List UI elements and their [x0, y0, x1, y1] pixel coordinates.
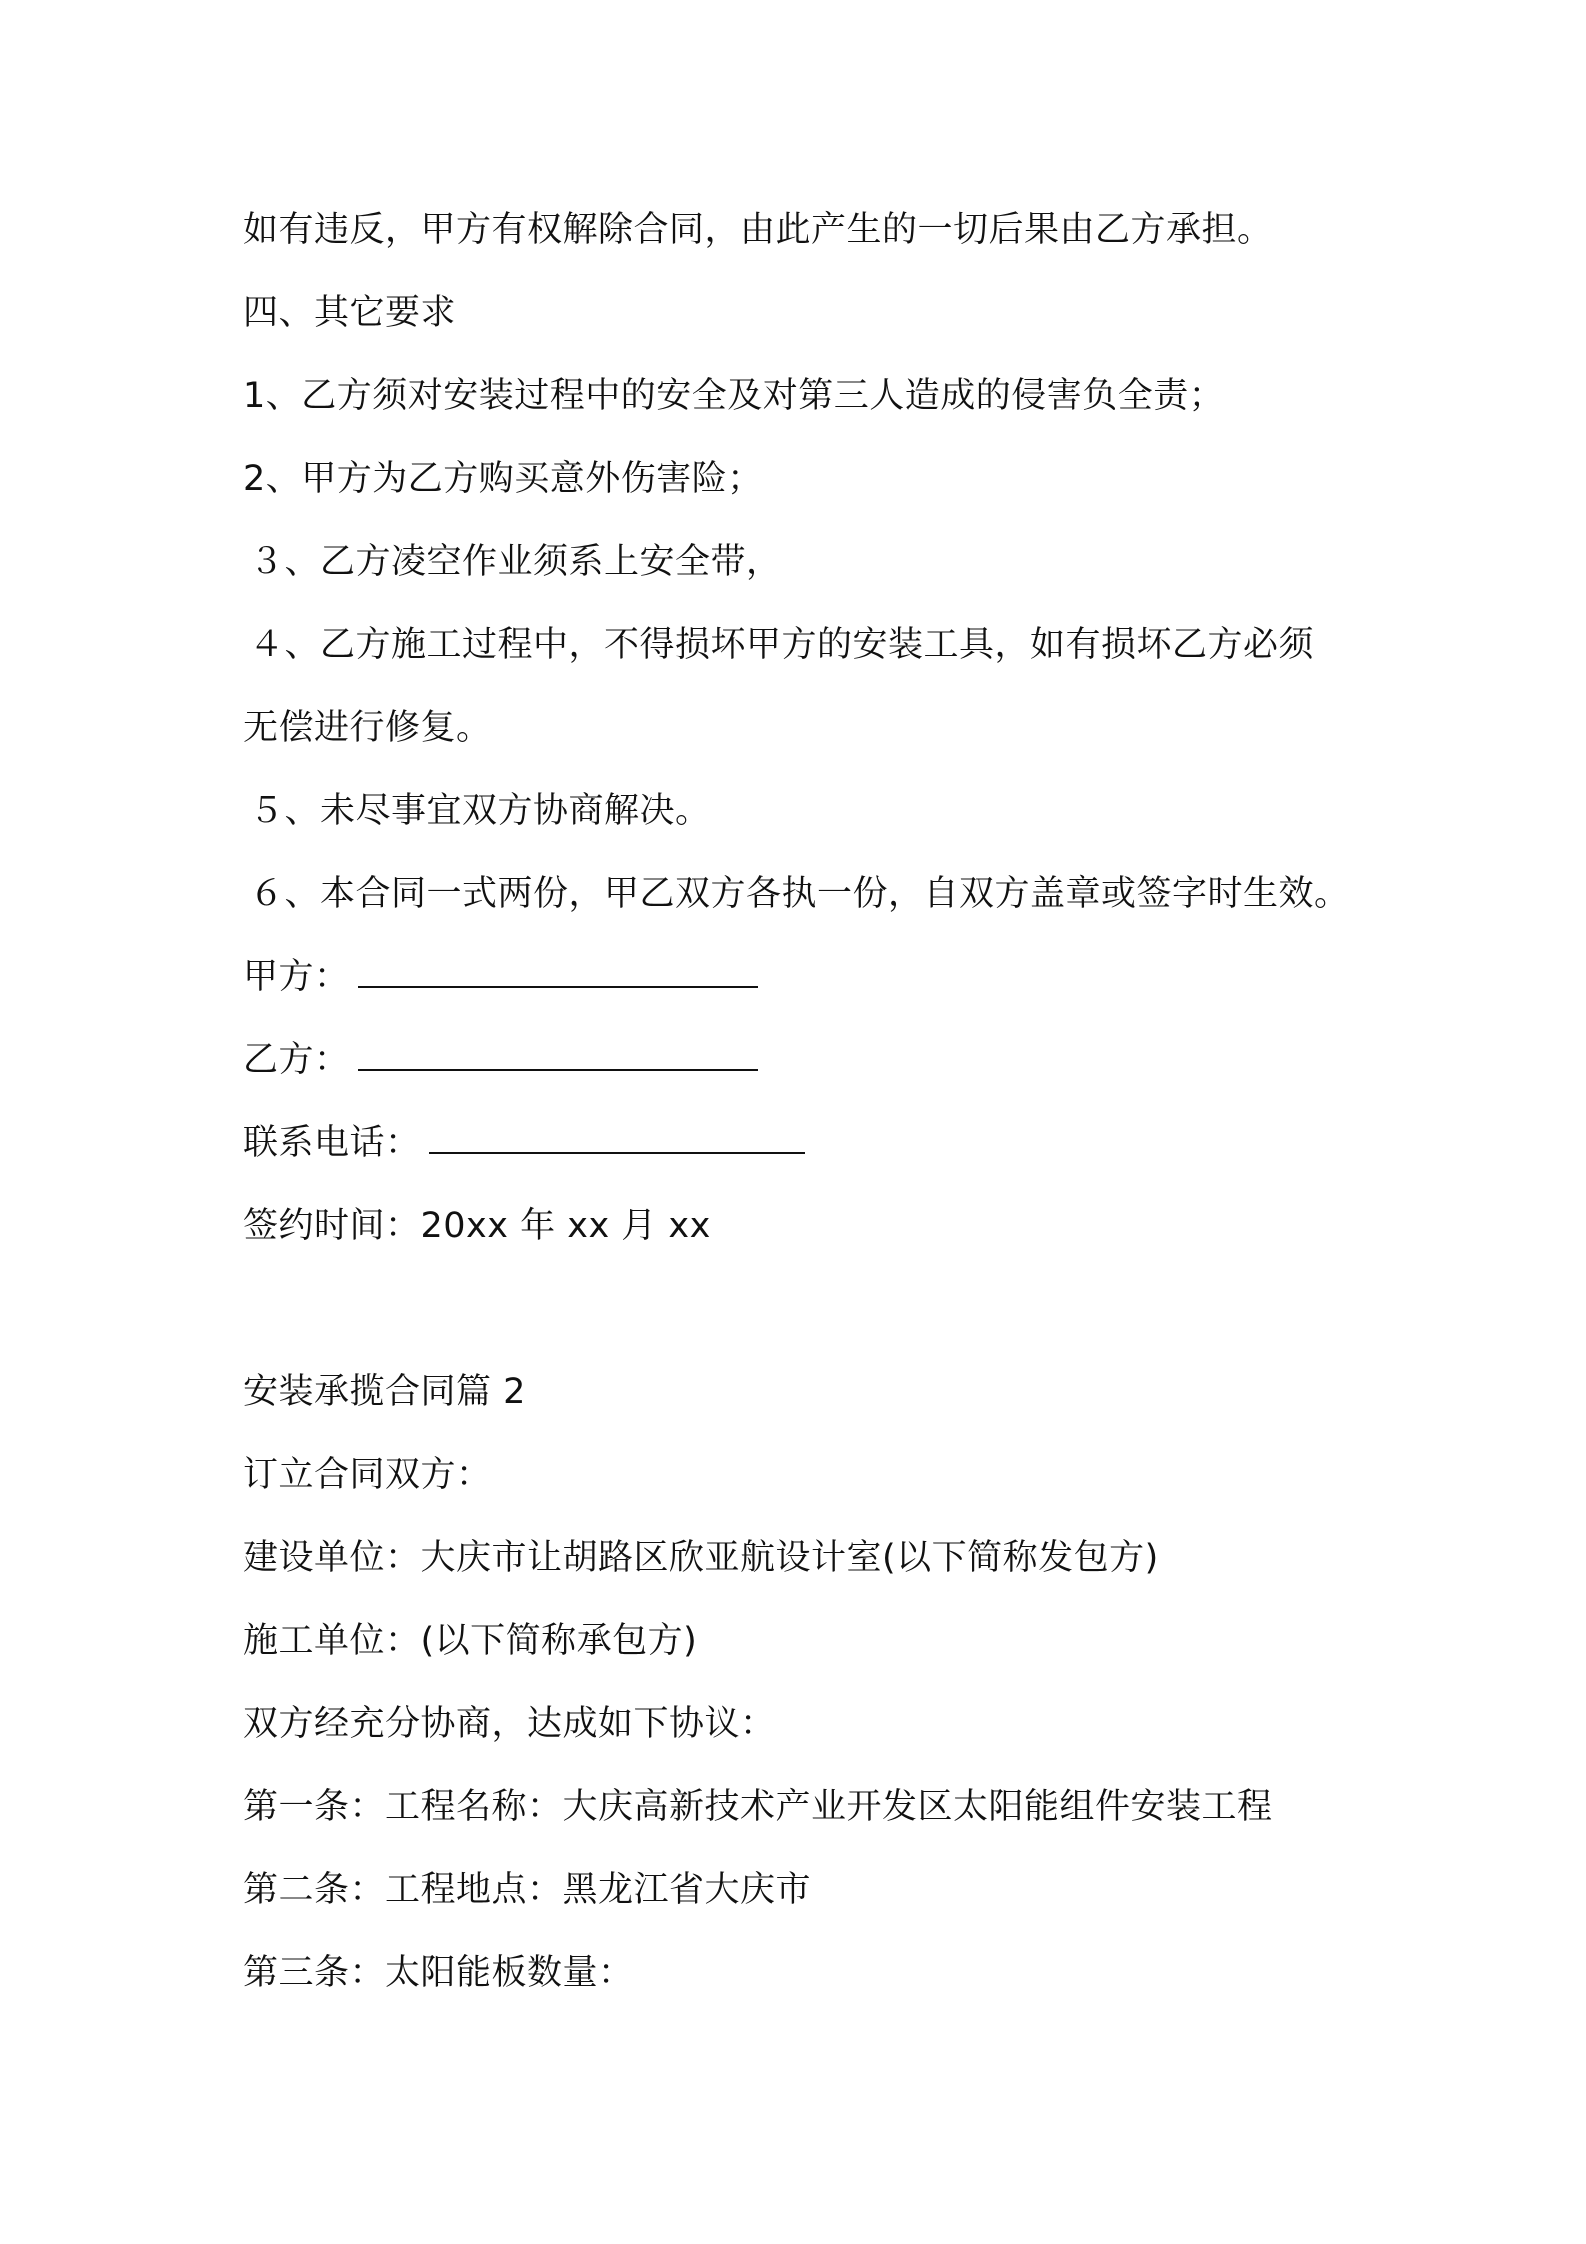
text-line: 订立合同双方：: [243, 1455, 492, 1495]
party-b-blank: [358, 1039, 758, 1071]
date-label: 签约时间：: [243, 1206, 421, 1246]
date-value: 20xx 年 xx 月 xx: [420, 1206, 711, 1246]
text-line: 1、乙方须对安装过程中的安全及对第三人造成的侵害负全责；: [243, 376, 1225, 416]
party-b-label: 乙方：: [243, 1040, 350, 1080]
phone-signature: [243, 1121, 805, 1165]
text-line: 2、甲方为乙方购买意外伤害险；: [243, 459, 763, 499]
text-line: ４、乙方施工过程中，不得损坏甲方的安装工具，如有损坏乙方必须: [249, 625, 1315, 665]
party-a-label: 甲方：: [243, 957, 350, 997]
text-line: 如有违反，甲方有权解除合同，由此产生的一切后果由乙方承担。: [243, 210, 1273, 250]
text-line: ５、未尽事宜双方协商解决。: [249, 791, 711, 831]
section-heading: 四、其它要求: [243, 293, 457, 333]
party-a-blank: [358, 956, 758, 988]
text-line: 无偿进行修复。: [243, 708, 492, 748]
party-a-signature: [243, 955, 758, 999]
text-line: ６、本合同一式两份，甲乙双方各执一份，自双方盖章或签字时生效。: [249, 874, 1350, 914]
text-line: 施工单位：(以下简称承包方): [243, 1621, 698, 1661]
text-line: ３、乙方凌空作业须系上安全带，: [249, 542, 782, 582]
phone-blank: [429, 1122, 805, 1154]
section-title: 安装承揽合同篇 2: [243, 1372, 526, 1412]
phone-label: 联系电话：: [243, 1123, 421, 1163]
text-line: 第一条：工程名称：大庆高新技术产业开发区太阳能组件安装工程: [243, 1787, 1273, 1827]
party-b-signature: [243, 1038, 758, 1082]
text-line: 双方经充分协商，达成如下协议：: [243, 1704, 776, 1744]
text-line: 建设单位：大庆市让胡路区欣亚航设计室(以下简称发包方): [243, 1538, 1159, 1578]
text-line: 第三条：太阳能板数量：: [243, 1953, 634, 1993]
text-line: 第二条：工程地点：黑龙江省大庆市: [243, 1870, 812, 1910]
date-signature: [243, 1204, 711, 1248]
